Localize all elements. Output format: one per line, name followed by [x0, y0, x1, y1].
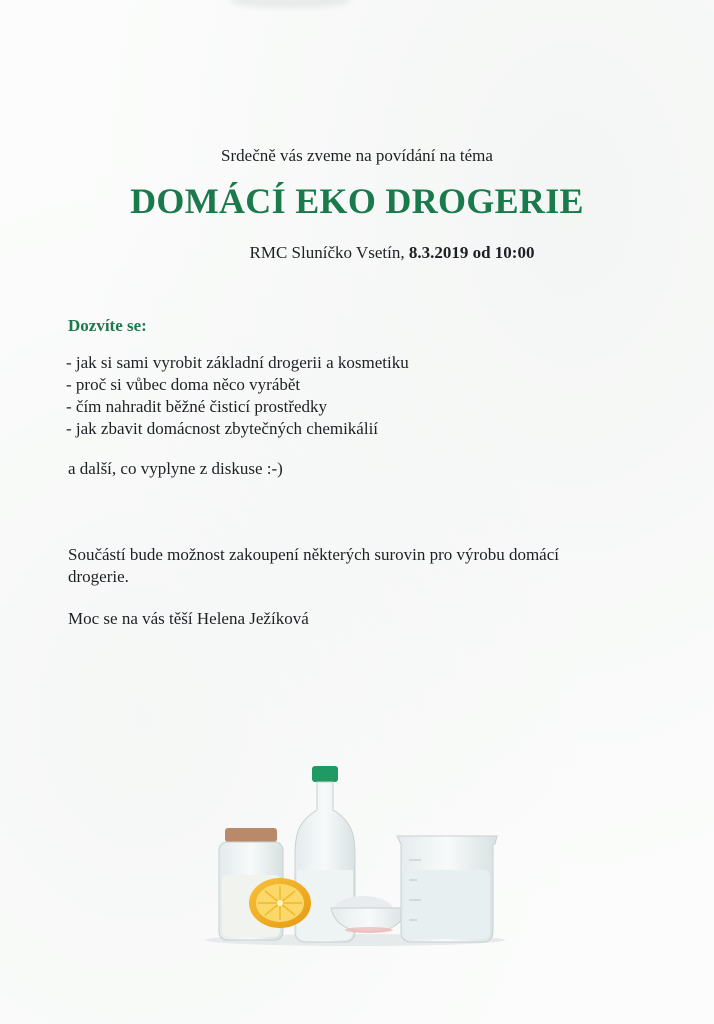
purchase-note [68, 544, 648, 588]
learn-heading: Dozvíte se: [68, 316, 147, 335]
list-item: - jak si sami vyrobit základní drogerii a kosmetiku [66, 353, 409, 372]
scan-smudge [230, 0, 350, 8]
signoff: Moc se na vás těší Helena Ježíková [68, 609, 309, 628]
purchase-line-2: drogerie. [68, 567, 129, 586]
topics-list [66, 352, 409, 440]
lemon-icon [249, 878, 311, 928]
flyer-title: DOMÁCÍ EKO DROGERIE [130, 181, 584, 221]
ingredients-illustration [205, 760, 510, 950]
event-info [0, 243, 714, 263]
more-text: a další, co vyplyne z diskuse :-) [68, 459, 283, 478]
purchase-line-1: Součástí bude možnost zakoupení některých surovin pro výrobu domácí [68, 545, 559, 564]
list-item: - čím nahradit běžné čisticí prostředky [66, 397, 328, 416]
beaker-icon [397, 836, 497, 942]
list-item: - jak zbavit domácnost zbytečných chemikálií [66, 419, 379, 438]
intro-text: Srdečně vás zveme na povídání na téma [221, 146, 493, 165]
event-datetime: 8.3.2019 od 10:00 [408, 243, 535, 262]
event-place: RMC Sluníčko Vsetín, [249, 243, 409, 262]
list-item: - proč si vůbec doma něco vyrábět [66, 375, 301, 394]
